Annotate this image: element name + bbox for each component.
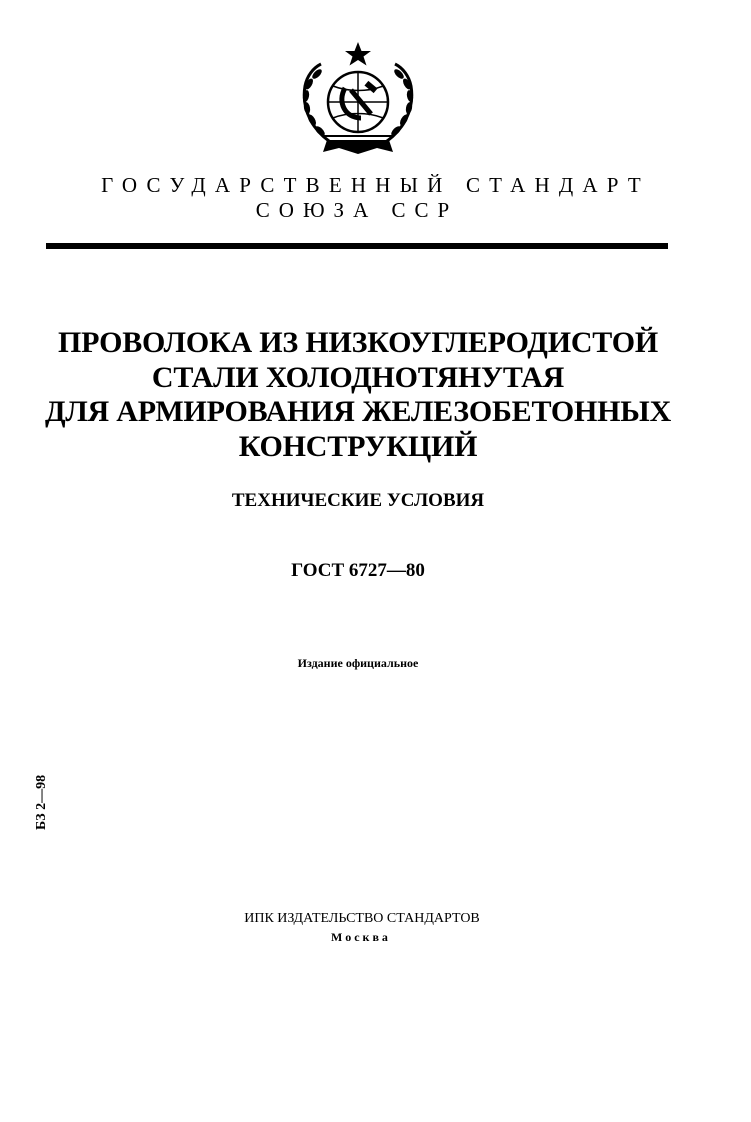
edition-note: Издание официальное [297,656,419,670]
publisher-name: ИПК ИЗДАТЕЛЬСТВО СТАНДАРТОВ [244,911,480,926]
title-line: ДЛЯ АРМИРОВАНИЯ ЖЕЛЕЗОБЕТОННЫХ [44,395,672,428]
title-line: КОНСТРУКЦИЙ [238,429,478,463]
publisher-city: Москва [331,930,391,944]
standard-number: ГОСТ 6727—80 [291,560,425,581]
header-divider [46,243,668,249]
ussr-coat-of-arms-icon [293,40,423,164]
header-state-standard: ГОСУДАРСТВЕННЫЙ СТАНДАРТ [101,173,650,197]
side-code: БЗ 2—98 [34,774,49,830]
header-ussr: СОЮЗА ССР [255,198,459,222]
title-line: СТАЛИ ХОЛОДНОТЯНУТАЯ [151,360,565,394]
title-line: ПРОВОЛОКА ИЗ НИЗКОУГЛЕРОДИСТОЙ [58,326,658,359]
document-title [0,326,716,464]
document-subtitle: ТЕХНИЧЕСКИЕ УСЛОВИЯ [231,490,485,511]
